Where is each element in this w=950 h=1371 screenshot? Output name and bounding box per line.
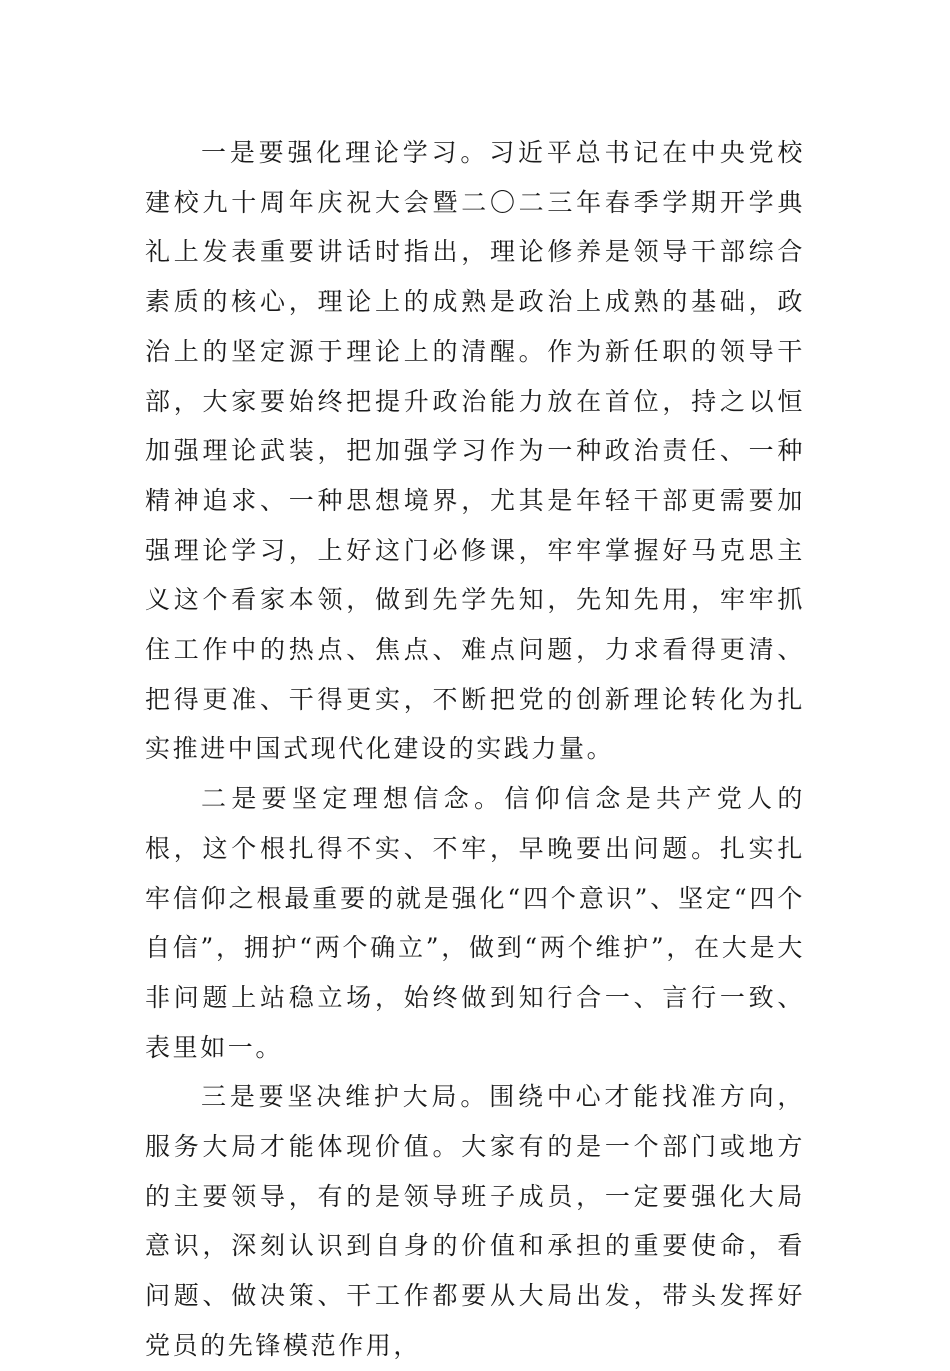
paragraph-2: 二是要坚定理想信念。信仰信念是共产党人的根，这个根扎得不实、不牢，早晚要出问题。扎实扎牢信仰之根最重要的就是强化“四个意识”、坚定“四个自信”，拥护“两个确立”，做到“两个维护”，在大是大非问题上站稳立场，始终做到知行合一、言行一致、表里如一。 bbox=[145, 784, 805, 1062]
document-body bbox=[145, 128, 805, 1371]
paragraph-3: 三是要坚决维护大局。围绕中心才能找准方向，服务大局才能体现价值。大家有的是一个部门或地方的主要领导，有的是领导班子成员，一定要强化大局意识，深刻认识到自身的价值和承担的重要使命，看问题、做决策、干工作都要从大局出发，带头发挥好党员的先锋模范作用， bbox=[145, 1082, 805, 1360]
paragraph-1: 一是要强化理论学习。习近平总书记在中央党校建校九十周年庆祝大会暨二〇二三年春季学期开学典礼上发表重要讲话时指出，理论修养是领导干部综合素质的核心，理论上的成熟是政治上成熟的基础，政治上的坚定源于理论上的清醒。作为新任职的领导干部，大家要始终把提升政治能力放在首位，持之以恒加强理论武装，把加强学习作为一种政治责任、一种精神追求、一种思想境界，尤其是年轻干部更需要加强理论学习，上好这门必修课，牢牢掌握好马克思主义这个看家本领，做到先学先知，先知先用，牢牢抓住工作中的热点、焦点、难点问题，力求看得更清、把得更准、干得更实，不断把党的创新理论转化为扎实推进中国式现代化建设的实践力量。 bbox=[145, 138, 805, 764]
